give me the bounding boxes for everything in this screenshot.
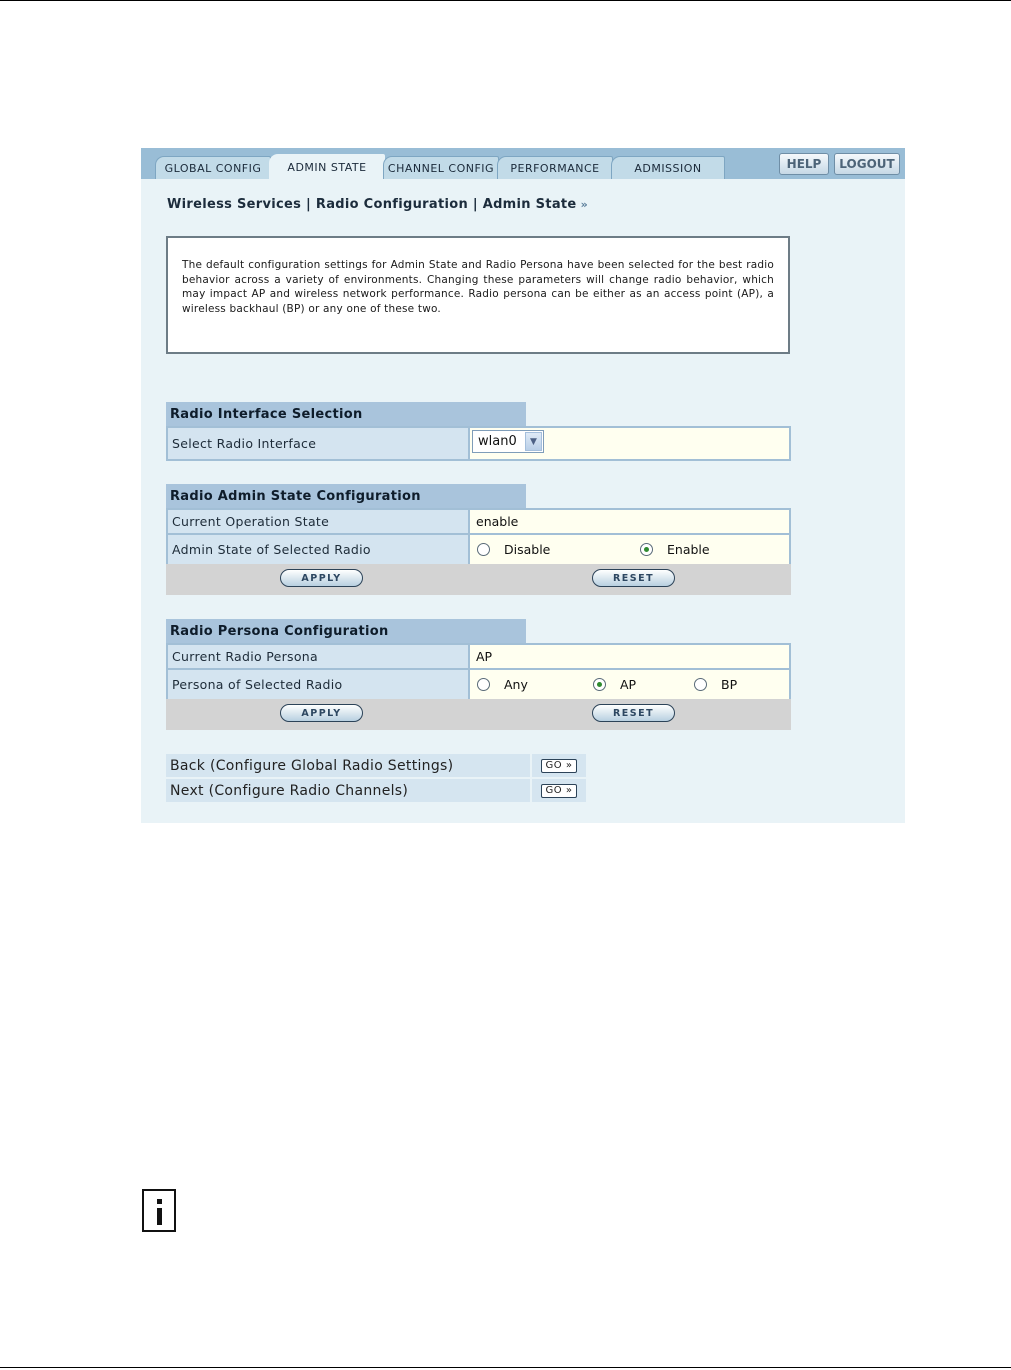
next-link-label: Next (Configure Radio Channels) [166,779,530,802]
persona-options-cell [470,670,789,699]
persona-bp-label: BP [721,677,738,692]
tab-bar [141,148,905,179]
tab-admission[interactable]: ADMISSION [611,156,725,179]
persona-any-option[interactable] [477,670,528,699]
persona-any-label: Any [504,677,528,692]
admin-state-disable-option[interactable] [477,535,550,564]
radio-interface-value-cell [470,428,789,459]
current-radio-persona-label: Current Radio Persona [168,645,468,668]
persona-table [166,643,791,701]
page-bottom-rule [0,1367,1011,1368]
tab-global-config[interactable]: GLOBAL CONFIG [155,156,271,179]
persona-button-bar [166,699,791,730]
table-row [168,645,789,668]
current-operation-state-value: enable [470,510,789,533]
breadcrumb-text: Wireless Services | Radio Configuration | Admin State [167,197,577,212]
admin-state-reset-button[interactable]: RESET [592,569,675,587]
persona-selected-label: Persona of Selected Radio [168,670,468,699]
radio-interface-table [166,426,791,461]
table-row [166,754,586,777]
wireless-config-panel [141,148,905,823]
admin-state-options-cell [470,535,789,564]
persona-ap-option[interactable] [593,670,636,699]
next-go-cell [532,779,586,802]
chevron-down-icon[interactable]: ▼ [525,432,542,451]
admin-state-button-bar [166,564,791,595]
back-go-button[interactable]: GO » [541,759,578,773]
breadcrumb-arrows-icon: » [580,198,588,211]
admin-state-table [166,508,791,566]
back-go-cell [532,754,586,777]
admin-state-selected-label: Admin State of Selected Radio [168,535,468,564]
table-row [168,533,789,564]
back-link-label: Back (Configure Global Radio Settings) [166,754,530,777]
info-note-icon-stem [157,1208,162,1225]
info-note-icon-dot [157,1199,162,1204]
persona-any-radio[interactable] [477,678,490,691]
current-radio-persona-value: AP [470,645,789,668]
select-radio-interface-label: Select Radio Interface [168,428,468,459]
persona-apply-button[interactable]: APPLY [280,704,363,722]
breadcrumb [167,197,588,212]
tab-performance[interactable]: PERFORMANCE [497,156,613,179]
persona-ap-label: AP [620,677,637,692]
logout-button[interactable]: LOGOUT [834,153,900,175]
persona-reset-button[interactable]: RESET [592,704,675,722]
admin-state-enable-option[interactable] [640,535,710,564]
admin-state-enable-radio[interactable] [640,543,653,556]
page-top-rule [0,0,1011,1]
tab-channel-config[interactable]: CHANNEL CONFIG [383,156,499,179]
radio-interface-heading: Radio Interface Selection [166,402,526,427]
table-row [166,779,586,802]
info-note-icon [142,1189,176,1232]
tab-admin-state[interactable]: ADMIN STATE [269,154,385,179]
help-button[interactable]: HELP [779,153,829,175]
persona-bp-radio[interactable] [694,678,707,691]
persona-heading: Radio Persona Configuration [166,619,526,644]
admin-state-enable-label: Enable [667,542,710,557]
info-description: The default configuration settings for Admin State and Radio Persona have been selected for the best radio behavior across a variety of environments. Changing these parameters will change radio behavior, which may impact AP and wireless network performance. Radio persona can be either as an access point (AP), a wireless backhaul (BP) or any one of these two. [166,236,790,354]
table-row [168,510,789,533]
table-row [168,668,789,699]
persona-bp-option[interactable] [694,670,737,699]
admin-state-heading: Radio Admin State Configuration [166,484,526,509]
current-operation-state-label: Current Operation State [168,510,468,533]
admin-state-disable-label: Disable [504,542,551,557]
radio-interface-select[interactable] [472,430,544,453]
navigation-table [166,754,586,804]
persona-ap-radio[interactable] [593,678,606,691]
admin-state-disable-radio[interactable] [477,543,490,556]
admin-state-apply-button[interactable]: APPLY [280,569,363,587]
radio-interface-selected-value: wlan0 [478,434,517,449]
table-row [168,428,789,459]
next-go-button[interactable]: GO » [541,784,578,798]
